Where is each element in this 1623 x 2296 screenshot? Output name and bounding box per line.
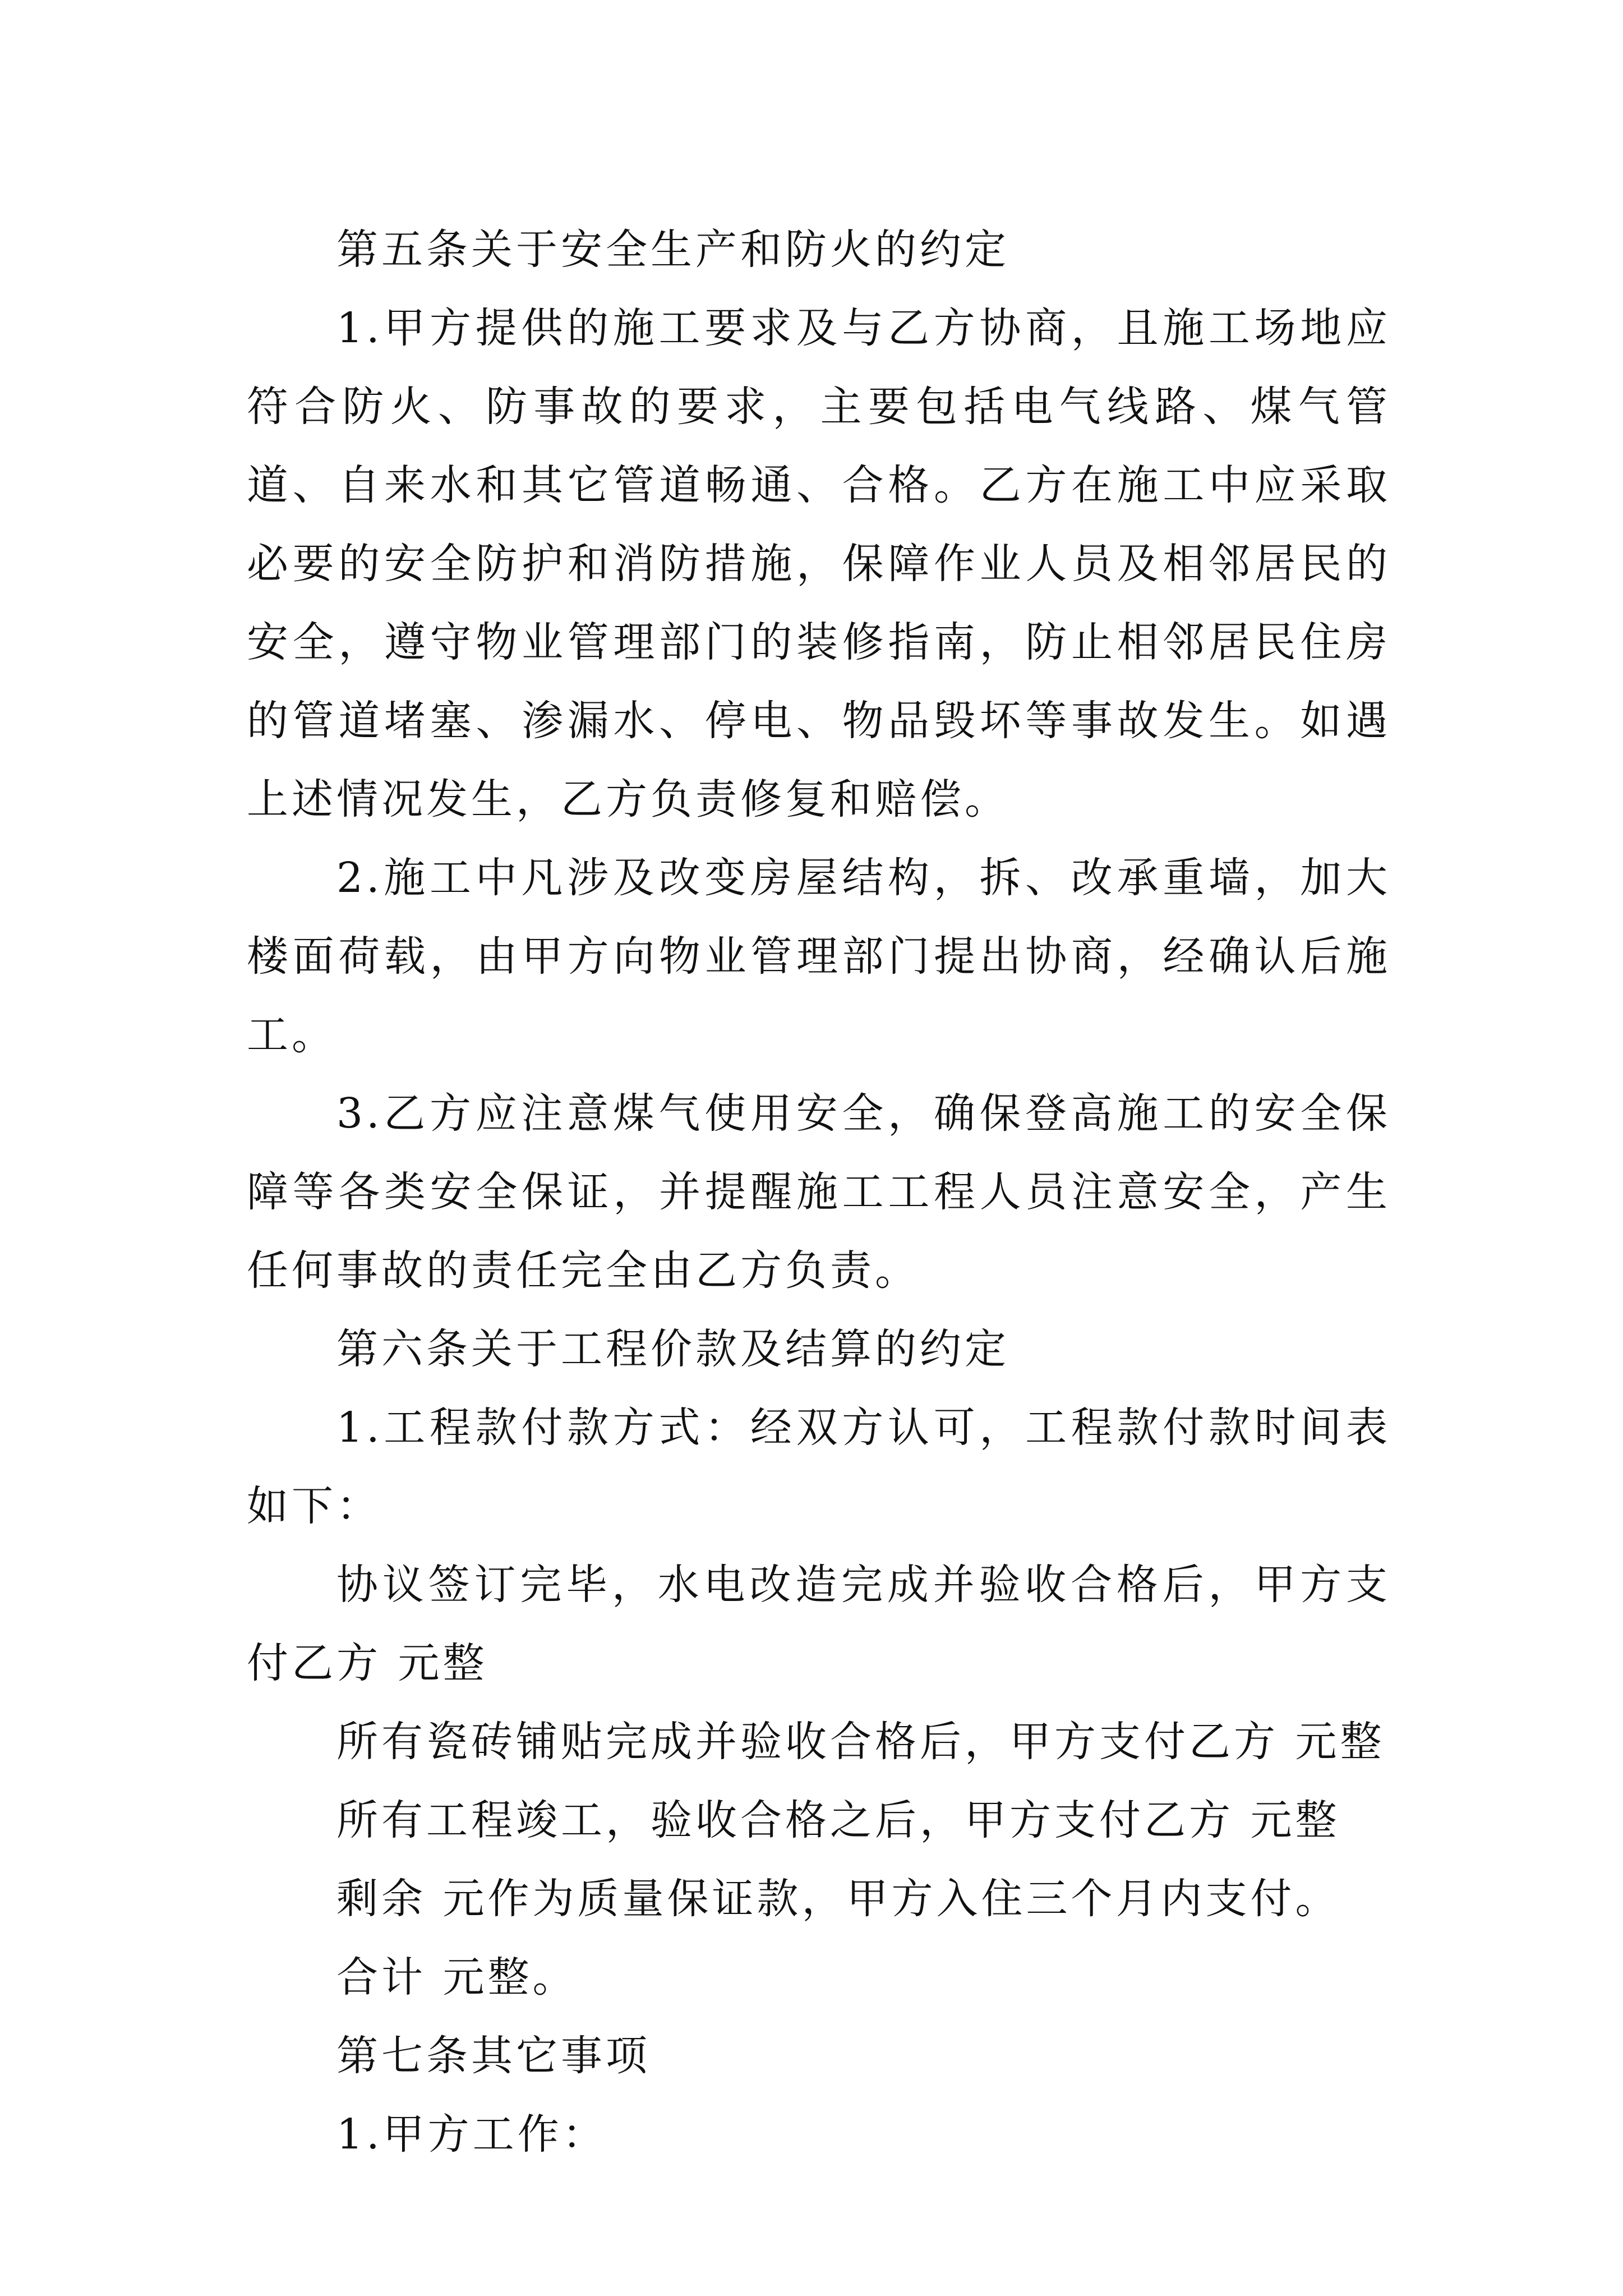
article-5-clause-1: 1.甲方提供的施工要求及与乙方协商，且施工场地应符合防火、防事故的要求，主要包括电气线路、煤气管道、自来水和其它管道畅通、合格。乙方在施工中应采取必要的安全防护和消防措施，保障作业人员及相邻居民的安全，遵守物业管理部门的装修指南，防止相邻居民住房的管道堵塞、渗漏水、停电、物品毁坏等事故发生。如遇上述情况发生，乙方负责修复和赔偿。 — [247, 304, 1391, 823]
payment-item-2: 所有瓷砖铺贴完成并验收合格后，甲方支付乙方 元整 — [336, 1718, 1385, 1766]
article-6-clause-1: 1.工程款付款方式：经双方认可，工程款付款时间表如下： — [247, 1404, 1391, 1530]
article-7-heading: 第七条其它事项 — [336, 2032, 651, 2080]
article-6-heading: 第六条关于工程价款及结算的约定 — [336, 1325, 1009, 1373]
article-5-clause-3: 3.乙方应注意煤气使用安全，确保登高施工的安全保障等各类安全保证，并提醒施工工程人员注意安全，产生任何事故的责任完全由乙方负责。 — [247, 1089, 1391, 1295]
payment-item-4: 剩余 元作为质量保证款，甲方入住三个月内支付。 — [336, 1875, 1340, 1923]
article-5-clause-2: 2.施工中凡涉及改变房屋结构，拆、改承重墙，加大楼面荷载，由甲方向物业管理部门提出协商，经确认后施工。 — [247, 854, 1391, 1059]
payment-item-1: 协议签订完毕，水电改造完成并验收合格后，甲方支付乙方 元整 — [247, 1561, 1391, 1687]
payment-item-3: 所有工程竣工，验收合格之后，甲方支付乙方 元整 — [336, 1796, 1340, 1844]
payment-total: 合计 元整。 — [336, 1953, 578, 2001]
article-5-heading: 第五条关于安全生产和防火的约定 — [336, 226, 1009, 274]
document-body — [247, 210, 1391, 2174]
article-7-clause-1: 1.甲方工作： — [336, 2110, 607, 2159]
